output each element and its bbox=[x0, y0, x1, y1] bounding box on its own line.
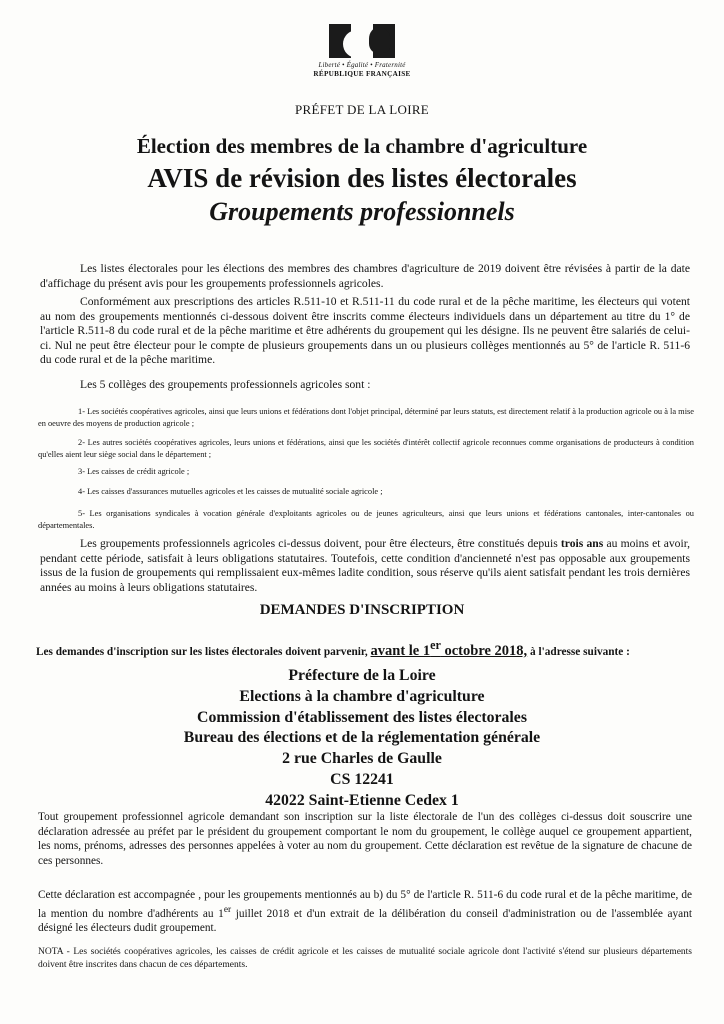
condition-text-before: Les groupements professionnels agricoles ci-dessus doivent, pour être électeurs, être constitués depuis bbox=[80, 537, 561, 550]
college-item-5: 5- Les organisations syndicales à vocation générale d'exploitants agricoles ou de jeunes agriculteurs, ainsi que leurs unions et fédérations cantonales, inter-cantonales ou départementales. bbox=[38, 509, 694, 530]
attachment-text-before: Cette déclaration est accompagnée , pour les groupements mentionnés au b) du 5° de l'article R. 511-6 du code rural et de la pêche maritime, de la mention du nombre d'adhérents au 1 bbox=[38, 889, 692, 920]
deadline-date-part2: octobre 2018, bbox=[440, 642, 528, 659]
nota-paragraph: NOTA - Les sociétés coopératives agricoles, les caisses de crédit agricole et les caisses de mutualité sociale agricole dont l'activité s'étend sur plusieurs départements doivent être inscrites dans chacun de ces départements. bbox=[38, 947, 692, 970]
prefecture-address bbox=[0, 666, 724, 812]
address-line-1: Préfecture de la Loire bbox=[288, 667, 436, 684]
address-line-3: Commission d'établissement des listes électorales bbox=[197, 708, 527, 726]
college-item-3: 3- Les caisses de crédit agricole ; bbox=[78, 467, 190, 476]
address-line-7: 42022 Saint-Etienne Cedex 1 bbox=[265, 791, 459, 809]
intro-paragraph-2: Conformément aux prescriptions des articles R.511-10 et R.511-11 du code rural et de la pêche maritime, les électeurs qui votent au nom des groupements mentionnés ci-dessous doivent être inscrits comme électeurs individuels dans un département au titre du 1° de l'article R.511-8 du code rural et de la pêche maritime et être adhérents du groupement qui les désigne. Ils ne peuvent être salariés de celui-ci. Nul ne peut être électeur pour le compte de plusieurs groupements dans un ou plusieurs collèges mentionnés au 5° de l'article R. 511-6 du code rural et de la pêche maritime. bbox=[40, 295, 690, 367]
address-line-4: Bureau des élections et de la réglementation générale bbox=[183, 729, 541, 747]
declaration-paragraph: Tout groupement professionnel agricole demandant son inscription sur la liste électorale de l'un des collèges ci-dessus doit souscrire une déclaration adressée au préfet par le président du groupement comportant le nom du groupement, le collège auquel ce groupement appartient, les noms, prénoms, adresses des personnes appelées à voter au nom du groupement. Cette déclaration est revêtue de la signature de chacune de ces personnes. bbox=[38, 811, 692, 867]
registration-heading: DEMANDES D'INSCRIPTION bbox=[259, 602, 465, 618]
attachment-sup: er bbox=[223, 904, 232, 915]
election-title: Élection des membres de la chambre d'agriculture bbox=[136, 134, 588, 158]
college-item-2: 2- Les autres sociétés coopératives agricoles, leurs unions et fédérations, ainsi que les sociétés d'intérêt collectif agricole reconnues comme organisations de producteurs à condition qu'elles aient leur siège social dans le département ; bbox=[38, 438, 694, 459]
request-text-after: à l'adresse suivante : bbox=[527, 645, 630, 658]
republic-name: RÉPUBLIQUE FRANÇAISE bbox=[313, 70, 411, 78]
deadline-date-part1: avant le 1 bbox=[370, 642, 431, 659]
address-line-6: CS 12241 bbox=[330, 770, 394, 788]
condition-emphasis: trois ans bbox=[560, 537, 604, 550]
marianne-logo bbox=[312, 24, 412, 78]
deadline-date-sup: er bbox=[430, 638, 441, 652]
college-item-1: 1- Les sociétés coopératives agricoles, ainsi que leurs unions et fédérations dont l'objet principal, déterminé par leurs statuts, est directement relatif à la production agricole ou à la mise en oeuvre des moyens de production agricole ; bbox=[38, 407, 694, 428]
condition-text-after: au moins et avoir, pendant cette période, satisfait à leurs obligations statutaires. Toutefois, cette condition d'ancienneté n'est pas opposable aux groupements issus de la fusion de groupements qui remplissaient eux-mêmes ladite condition, sous réserve qu'ils aient satisfait pendant les trois dernières années au moins à leurs obligations statutaires. bbox=[40, 537, 690, 594]
college-item-4: 4- Les caisses d'assurances mutuelles agricoles et les caisses de mutualité sociale agricole ; bbox=[78, 487, 383, 496]
notice-subtitle: Groupements professionnels bbox=[209, 197, 515, 226]
intro-paragraph-3: Les 5 collèges des groupements professionnels agricoles sont : bbox=[80, 378, 371, 391]
registration-deadline bbox=[36, 638, 696, 660]
address-line-5: 2 rue Charles de Gaulle bbox=[282, 750, 442, 768]
intro-paragraph-1: Les listes électorales pour les élections des membres des chambres d'agriculture de 2019 doivent être révisées à partir de la date d'affichage du présent avis pour les groupements professionnels agricoles. bbox=[40, 262, 690, 290]
republic-motto: Liberté • Égalité • Fraternité bbox=[318, 61, 406, 69]
deadline-date bbox=[370, 638, 528, 659]
request-text-before: Les demandes d'inscription sur les listes électorales doivent parvenir, bbox=[36, 645, 371, 658]
notice-title: AVIS de révision des listes électorales bbox=[147, 163, 577, 193]
marianne-emblem-icon bbox=[329, 24, 395, 58]
attachment-text-after: juillet 2018 et d'un extrait de la délibération du conseil d'administration ou de l'assemblée ayant désigné les électeurs dudit groupement. bbox=[38, 907, 692, 934]
prefecture-heading: PRÉFET DE LA LOIRE bbox=[294, 102, 430, 117]
address-line-2: Elections à la chambre d'agriculture bbox=[239, 687, 485, 705]
condition-paragraph bbox=[40, 537, 690, 595]
attachment-paragraph bbox=[38, 888, 692, 936]
